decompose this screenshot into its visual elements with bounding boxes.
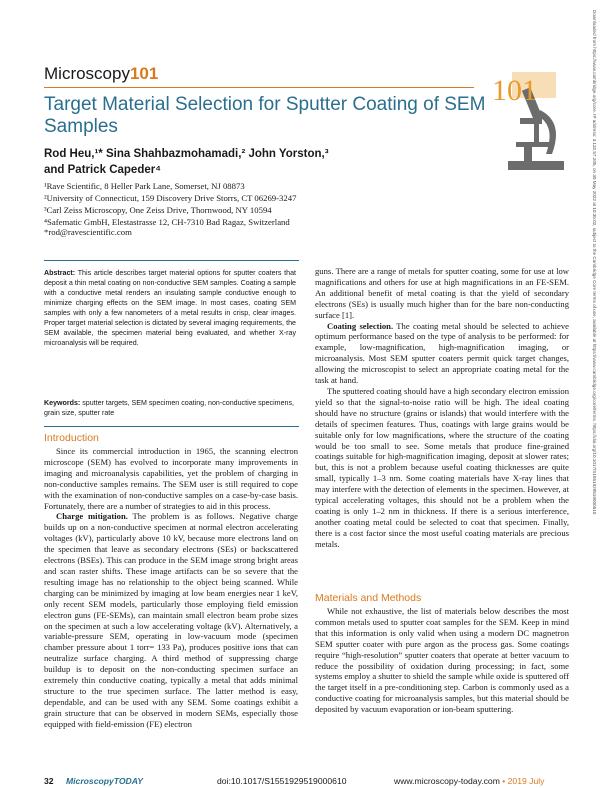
footer-website (394, 776, 544, 786)
keywords (44, 398, 296, 418)
abstract (44, 268, 296, 348)
right-column-text-lower (315, 606, 569, 715)
article-title: Target Material Selection for Sputter Coating of SEM Samples (44, 94, 486, 137)
abstract-label: Abstract: (44, 269, 76, 277)
paragraph (44, 511, 298, 729)
left-column-text (44, 446, 298, 730)
paragraph-text: The coating metal should be selected to achieve optimum performance based on the type of analysis to be performed: for example, low-magnification, high-magnification imaging, or microanalysis. Most SEM sputter coaters permit quick target changes, allowing the microscopist to select an appropriate coating metal for the task at hand. (315, 320, 569, 386)
paragraph (315, 321, 569, 386)
series-name: Microscopy (44, 64, 130, 83)
footer-separator: • (502, 776, 506, 786)
paragraph-lead: Charge mitigation. (56, 511, 128, 522)
abstract-text: This article describes target material options for sputter coaters that deposit a thin metal coating on non-conductive SEM samples. Coating a sample with a conductive metal renders an insulating sample conductive enough to minimize charging effects on the SEM image. In most cases, coating SEM samples with only a few nanometers of a metal results in crisp, clear images. Proper target material selection is dictated by several imaging requirements, the SEM available, the specimen material being evaluated, and whether X-ray microanalysis will be required. (44, 269, 296, 347)
page-number: 32 (44, 776, 54, 786)
authors-line-2: and Patrick Capeder⁴ (44, 164, 161, 176)
logo-number: 101 (492, 74, 537, 107)
abstract-top-divider (44, 260, 299, 261)
affiliation: ²University of Connecticut, 159 Discovery Drive Storrs, CT 06269-3247 (44, 193, 297, 203)
affiliation: ¹Rave Scientific, 8 Heller Park Lane, Somerset, NJ 08873 (44, 181, 245, 191)
series-divider (44, 87, 474, 88)
authors-line-1: Rod Heu,¹* Sina Shahbazmohamadi,² John Yorston,³ (44, 148, 329, 160)
paragraph: guns. There are a range of metals for sputter coating, some for use at low magnifications and others for use at high magnifications in an FE-SEM. An additional benefit of metal coating is that the yield of secondary electrons (SEs) is usually much higher than for the bare non-conducting surface [1]. (315, 266, 569, 320)
download-notice (588, 10, 598, 710)
keywords-text: sputter targets, SEM specimen coating, non-conductive specimens, grain size, sputter rate (44, 399, 294, 417)
magazine-logo: MicroscopyTODAY (66, 776, 144, 786)
paragraph-lead: Coating selection. (327, 320, 394, 331)
paragraph: The sputtered coating should have a high secondary electron emission yield so that the signal-to-noise ratio will be high. The ideal coating should have no structure (grains or islands) that would interfere with the details of specimen features. Thus, coatings with large grains would be suitable only for low magnifications, where the structure of the coating would be too small to see. Some metals that produce fine-grained coatings suitable for high-magnification imaging, deposit at slower rates; but, this is not a problem because useful coating thicknesses are quite small, typically 1–3 nm. Some coating materials have X-ray lines that may interfere with the detection of elements in the specimen. However, at typical accelerating voltages, this should not be a problem when the coating is only 1–2 nm in thickness. If there is a serious interference, another coating metal could be selected to coat that specimen. Finally, there is a cost factor since the most useful coating materials are precious metals. (315, 385, 569, 549)
affiliation: ³Carl Zeiss Microscopy, One Zeiss Drive, Thornwood, NY 10594 (44, 205, 272, 215)
corresponding-email[interactable]: *rod@ravescientific.com (44, 227, 132, 237)
page-footer (44, 776, 584, 788)
affiliation: ⁴Safematic GmbH, Elestastrasse 12, CH-7310 Bad Ragaz, Switzerland (44, 217, 290, 227)
right-column-text-upper (315, 266, 569, 550)
abstract-bottom-divider (44, 426, 299, 427)
doi-link[interactable]: doi:10.1017/S1551929519000610 (217, 776, 347, 786)
paragraph-text: The problem is as follows. Negative charge builds up on a non-conductive specimen at normal electron accelerating voltages (kV), particularly above 10 kV, because more electrons land on the specimen that leave as secondary electrons (SEs) or backscattered electrons (BSEs). This can produce in the SEM image strong bright areas and scan raster shifts. These image artifacts can be so severe that the resulting image has no relationship to the object being scanned. While charging can be minimized by imaging at low beam energies near 1 keV, only recent SEM models, particularly those employing field emission electron guns (FE-SEMs), can maintain small electron beam probe sizes on the specimen at such a low accelerating voltage (kV). Alternatively, a variable-pressure SEM, operating in low-vacuum mode (specimen chamber pressure about 1 torr= 133 Pa), produces positive ions that can neutralize surface charging. A third method of suppressing charge buildup is to deposit on the non-conducting specimen surface an extremely thin conductive coating, typically a metal that adds minimal structure to the true specimen surface. The latter method is easy, dependable, and can be used with any SEM. Some coatings exhibit a grain structure that can be observed in modern SEMs, especially those equipped with field-emission (FE) electron (44, 511, 298, 729)
website-link[interactable]: www.microscopy-today.com (394, 776, 500, 786)
keywords-label: Keywords: (44, 399, 81, 407)
materials-methods-heading: Materials and Methods (315, 592, 422, 604)
download-notice-text: Downloaded from https://www.cambridge.org/core. IP address: 3.132.57.205, on 30 May 2022 at 10:35:02, subject to the Cambridge Core terms of use, available at https://www.cambridge.org/core/terms. https://doi.org/10.1017/S1551929519000610 (592, 10, 597, 515)
introduction-heading: Introduction (44, 432, 99, 444)
author-list (44, 146, 329, 178)
paragraph: While not exhaustive, the list of materials below describes the most common metals used to sputter coat samples for the SEM. Keep in mind that this information is only valid when using a modern DC magnetron SEM sputter coater with pure argon as the process gas. Some coatings require “high-resolution” sputter coaters that operate at better vacuum to reduce the possibility of oxidation during processing; in fact, some systems employ a shutter to shield the sample while oxide is sputtered off the target itself in a pre-conditioning step. Carbon is commonly used as a conductive coating for microanalysis samples, but this material should be deposited by vacuum evaporation or ion-beam sputtering. (315, 606, 569, 715)
series-number: 101 (129, 64, 159, 83)
paragraph: Since its commercial introduction in 1965, the scanning electron microscope (SEM) has evolved to incorporate many improvements in imaging and microanalysis capabilities, yet the problem of charging in non-conductive samples remains. The SEM user is still required to cope with the examination of non-conductive samples on a case-by-case basis. Fortunately, there are a number of strategies to aid in this process. (44, 446, 298, 511)
microscope-101-logo (490, 70, 570, 180)
issue-date: 2019 July (507, 776, 545, 786)
series-label (44, 64, 158, 84)
affiliations (44, 180, 296, 228)
